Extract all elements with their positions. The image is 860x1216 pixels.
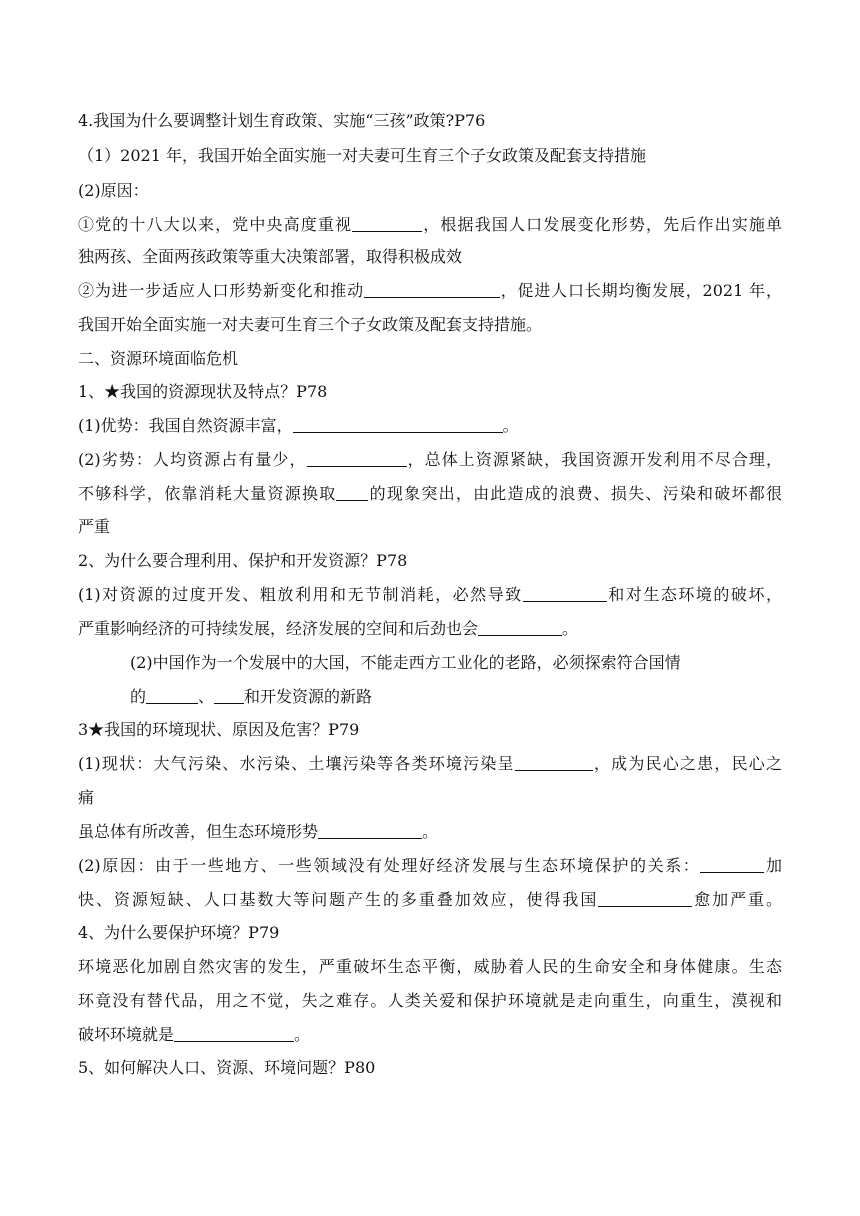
paragraph: （1）2021 年，我国开始全面实施一对夫妻可生育三个子女政策及配套支持措施 [78, 146, 646, 165]
paragraph: (1)优势：我国自然资源丰富， 。 [78, 416, 519, 435]
question-r3-title: 3★我国的环境现状、原因及危害？P79 [78, 720, 360, 739]
fill-blank[interactable] [598, 891, 692, 907]
question-r4-title: 4、为什么要保护环境？P79 [78, 923, 280, 942]
paragraph: (2)原因： [78, 181, 149, 200]
paragraph: 的 、 和开发资源的新路 [130, 687, 373, 706]
question-4-title: 4.我国为什么要调整计划生育政策、实施“三孩”政策?P76 [78, 111, 486, 130]
paragraph: 不够科学，依靠消耗大量资源换取 的现象突出，由此造成的浪费、损失、污染和破坏都很 [78, 484, 782, 503]
paragraph: 虽总体有所改善，但生态环境形势 。 [78, 822, 439, 841]
fill-blank[interactable] [214, 688, 244, 704]
paragraph: 破坏环境就是 。 [78, 1025, 311, 1044]
question-r5-title: 5、如何解决人口、资源、环境问题？P80 [78, 1058, 376, 1077]
paragraph: 严重 [78, 517, 111, 536]
paragraph: 快、资源短缺、人口基数大等问题产生的多重叠加效应，使得我国 愈加严重。 [78, 890, 782, 909]
fill-blank[interactable] [515, 755, 593, 771]
fill-blank[interactable] [174, 1026, 294, 1042]
paragraph: 独两孩、全面两孩政策等重大决策部署，取得积极成效 [78, 247, 463, 266]
paragraph: (2)原因：由于一些地方、一些领域没有处理好经济发展与生态环境保护的关系： 加 [78, 856, 782, 875]
fill-blank[interactable] [336, 485, 368, 501]
paragraph: 我国开始全面实施一对夫妻可生育三个子女政策及配套支持措施。 [78, 315, 543, 334]
fill-blank[interactable] [364, 282, 500, 298]
paragraph: (2)劣势：人均资源占有量少， ，总体上资源紧缺，我国资源开发利用不尽合理， [78, 450, 782, 469]
paragraph: 环竟没有替代品，用之不觉，失之难存。人类关爱和保护环境就是走向重生，向重生，漠视和 [78, 991, 782, 1010]
paragraph: (1)现状：大气污染、水污染、土壤污染等各类环境污染呈 ，成为民心之患，民心之 [78, 754, 782, 773]
paragraph: (2)中国作为一个发展中的大国，不能走西方工业化的老路，必须探索符合国情 [130, 653, 681, 672]
fill-blank[interactable] [352, 216, 422, 232]
fill-blank[interactable] [700, 857, 764, 873]
question-r1-title: 1、★我国的资源现状及特点？P78 [78, 382, 328, 401]
paragraph: 痛 [78, 788, 95, 807]
paragraph: 严重影响经济的可持续发展，经济发展的空间和后劲也会 。 [78, 619, 579, 638]
fill-blank[interactable] [478, 620, 562, 636]
section-2-heading: 二、资源环境面临危机 [78, 349, 239, 368]
paragraph: ①党的十八大以来，党中央高度重视 ，根据我国人口发展变化形势，先后作出实施单 [78, 215, 782, 234]
fill-blank[interactable] [523, 586, 607, 602]
paragraph: 环境恶化加剧自然灾害的发生，严重破坏生态平衡，威胁着人民的生命安全和身体健康。生态 [78, 957, 782, 976]
paragraph: (1)对资源的过度开发、粗放利用和无节制消耗，必然导致 和对生态环境的破坏， [78, 585, 782, 604]
fill-blank[interactable] [146, 688, 198, 704]
paragraph: ②为进一步适应人口形势新变化和推动 ，促进人口长期均衡发展，2021 年， [78, 281, 782, 300]
fill-blank[interactable] [293, 417, 503, 433]
question-r2-title: 2、为什么要合理利用、保护和开发资源？P78 [78, 551, 408, 570]
fill-blank[interactable] [307, 451, 407, 467]
fill-blank[interactable] [318, 823, 422, 839]
